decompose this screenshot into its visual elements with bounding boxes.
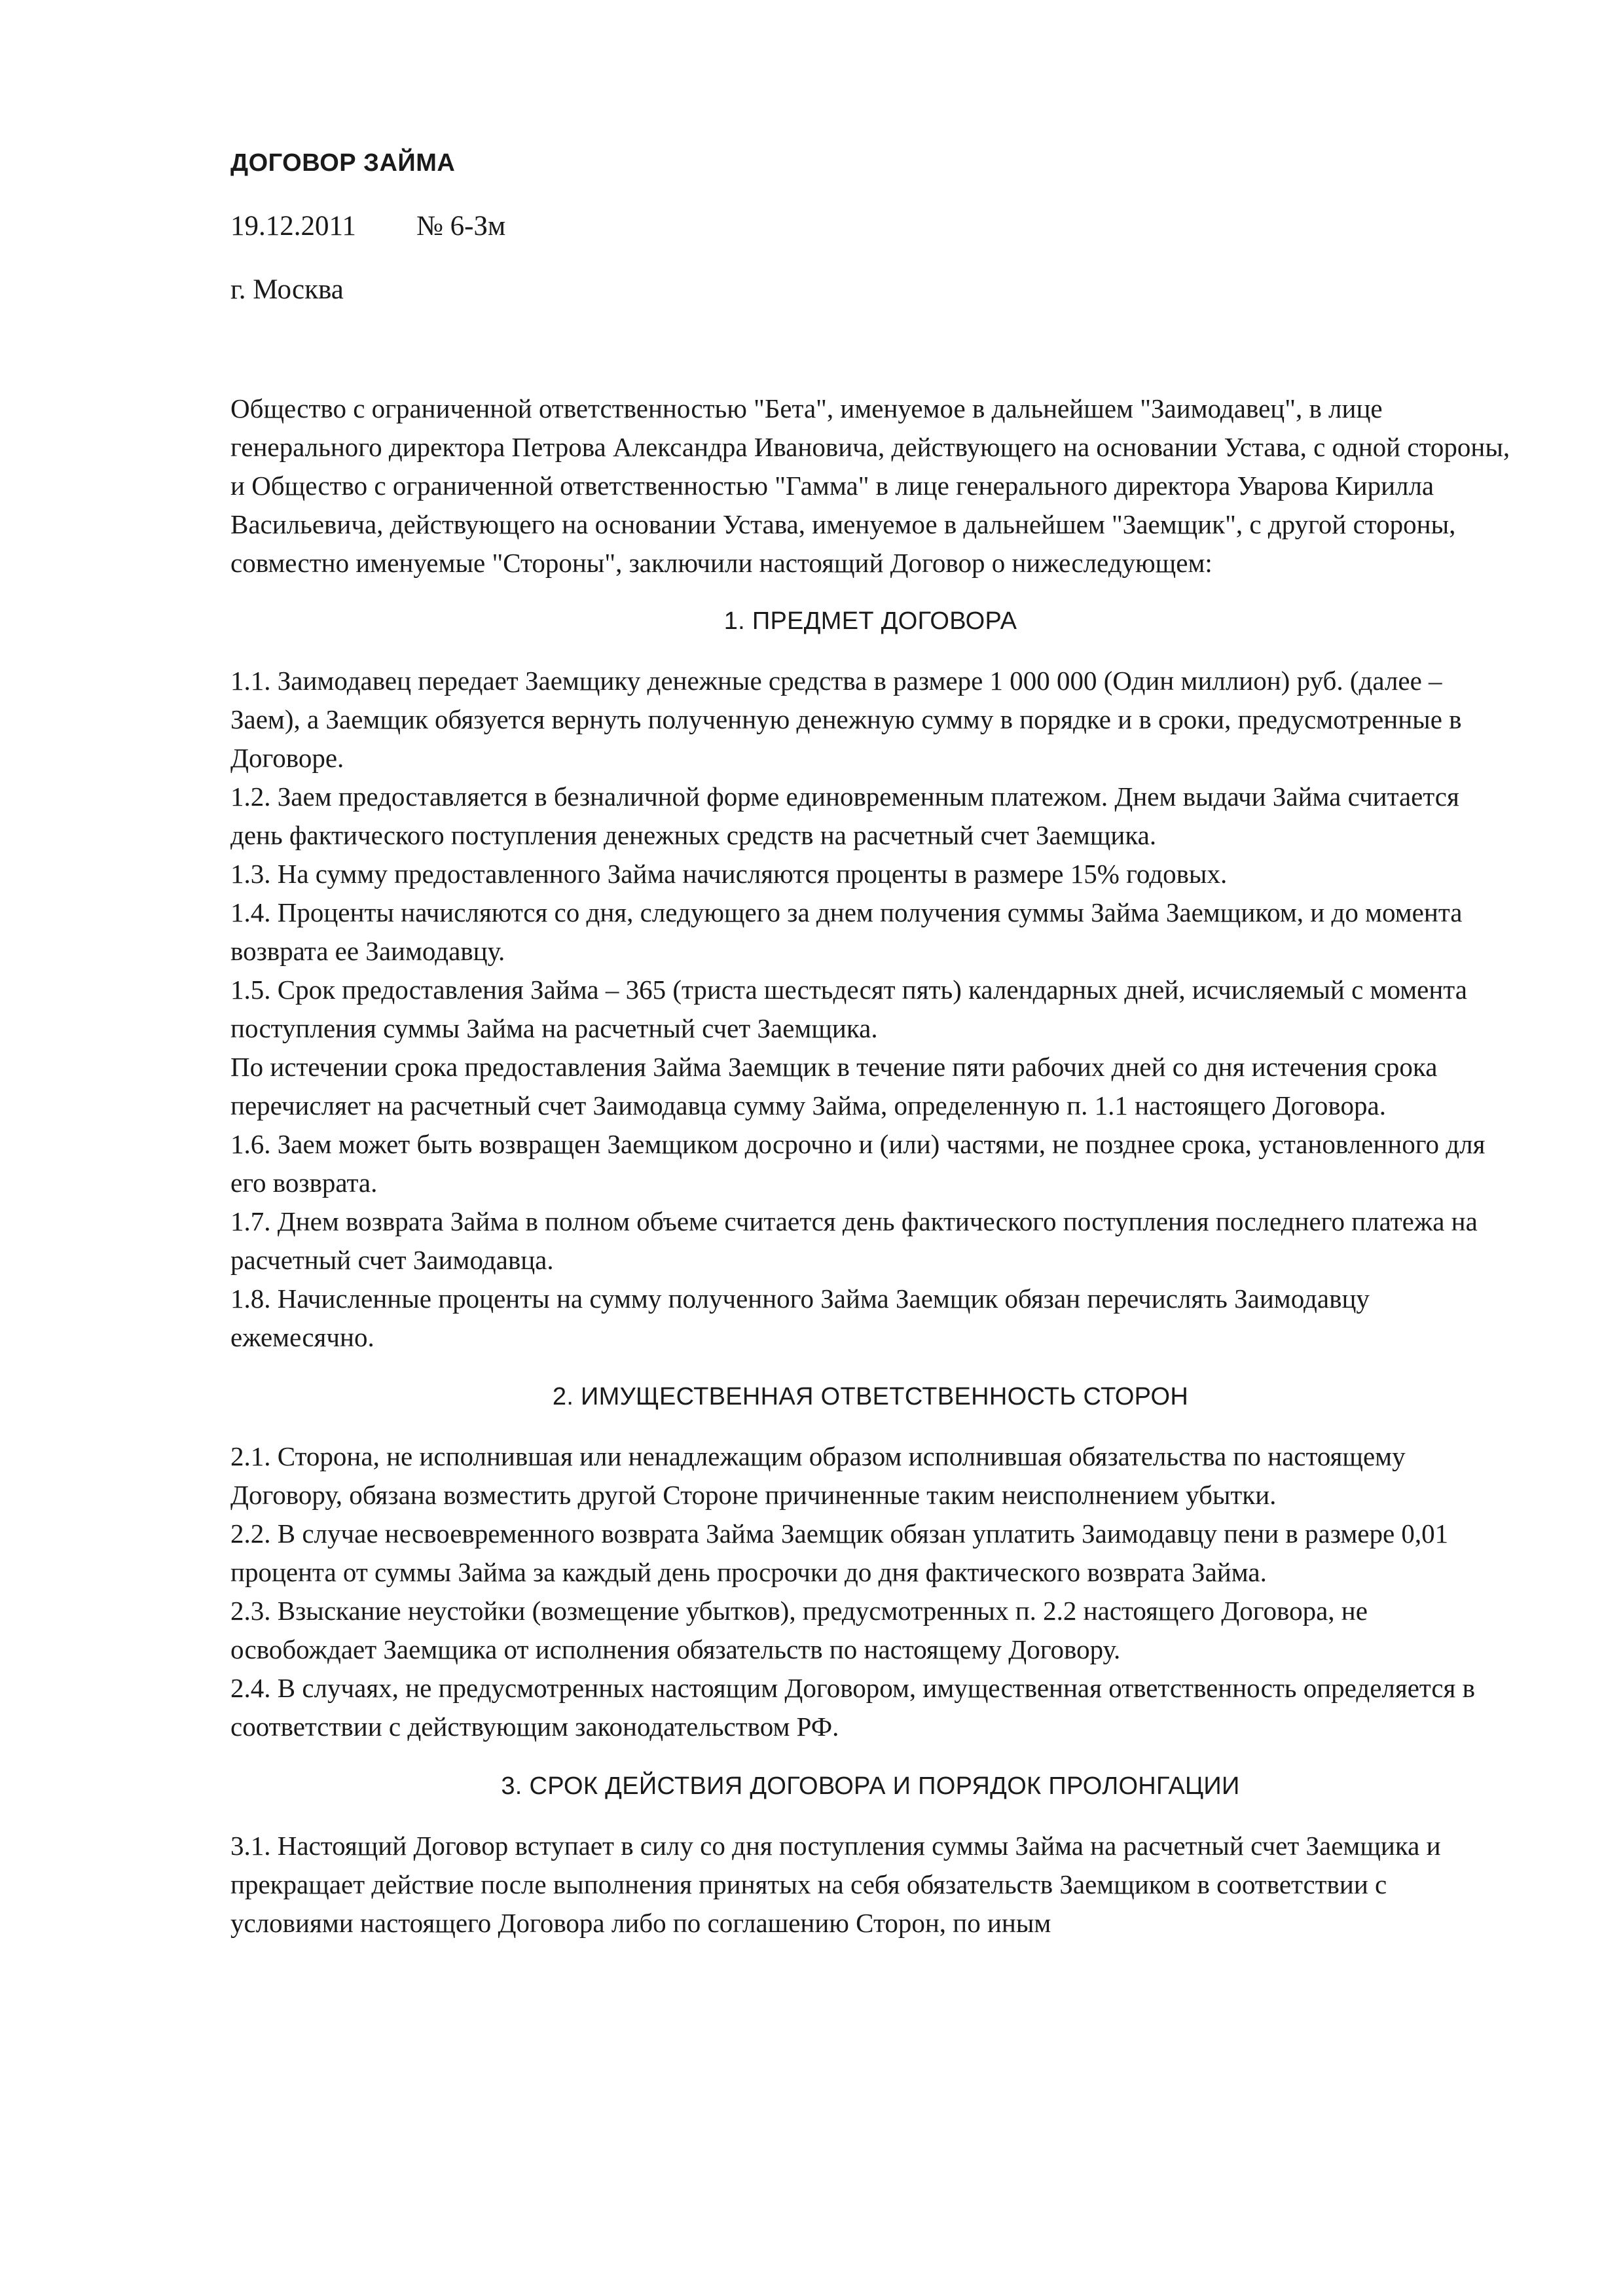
preamble: Общество с ограниченной ответственностью "Бета", именуемое в дальнейшем "Заимодавец", в лице генерального директора Петрова Александра Ивановича, действующего на основании Устава, с одной стороны, и Общество с ограниченной ответственностью "Гамма" в лице генерального директора Уварова Кирилла Васильевича, действующего на основании Устава, именуемое в дальнейшем "Заемщик", с другой стороны, совместно именуемые "Стороны", заключили настоящий Договор о нижеследующем:	[230, 393, 1510, 578]
clause-1-6: 1.6. Заем может быть возвращен Заемщиком досрочно и (или) частями, не позднее срока, установленного для его возврата.	[230, 1129, 1486, 1198]
clause-1-4: 1.4. Проценты начисляются со дня, следующего за днем получения суммы Займа Заемщиком, и до момента возврата ее Заимодавцу.	[230, 897, 1463, 966]
section-heading: 1. ПРЕДМЕТ ДОГОВОРА	[723, 607, 1017, 635]
contract-date: 19.12.2011	[230, 211, 356, 242]
section-3	[230, 1772, 1510, 1943]
clause-1-1: 1.1. Заимодавец передает Заемщику денежные средства в размере 1 000 000 (Один миллион) руб. (далее – Заем), а Заемщик обязуется вернуть полученную денежную сумму в порядке и в сроки, предусмотренные в Договоре.	[230, 666, 1462, 773]
clause-1-8: 1.8. Начисленные проценты на сумму полученного Займа Заемщик обязан перечислять Заимодавцу ежемесячно.	[230, 1283, 1370, 1352]
section-2	[230, 1383, 1510, 1746]
contract-number: № 6-Зм	[416, 211, 506, 242]
clause-2-4: 2.4. В случаях, не предусмотренных настоящим Договором, имущественная ответственность определяется в соответствии с действующим законодательством РФ.	[230, 1673, 1475, 1742]
clause-1-3: 1.3. На сумму предоставленного Займа начисляются проценты в размере 15% годовых.	[230, 859, 1228, 889]
clause-1-7: 1.7. Днем возврата Займа в полном объеме считается день фактического поступления последнего платежа на расчетный счет Заимодавца.	[230, 1206, 1478, 1275]
document-title: ДОГОВОР ЗАЙМА	[230, 149, 456, 177]
clause-1-5: 1.5. Срок предоставления Займа – 365 (триста шестьдесят пять) календарных дней, исчисляемый с момента поступления суммы Займа на расчетный счет Заемщика.	[230, 975, 1467, 1043]
clause-1-5-continued: По истечении срока предоставления Займа Заемщик в течение пяти рабочих дней со дня истечения срока перечисляет на расчетный счет Заимодавца сумму Займа, определенную п. 1.1 настоящего Договора.	[230, 1052, 1438, 1121]
clause-2-1: 2.1. Сторона, не исполнившая или ненадлежащим образом исполнившая обязательства по настоящему Договору, обязана возместить другой Стороне причиненные таким неисполнением убытки.	[230, 1441, 1406, 1510]
section-1	[230, 607, 1510, 1357]
document-page	[230, 149, 1510, 1943]
clause-1-2: 1.2. Заем предоставляется в безналичной форме единовременным платежом. Днем выдачи Займа считается день фактического поступления денежных средств на расчетный счет Заемщика.	[230, 781, 1459, 850]
clause-2-2: 2.2. В случае несвоевременного возврата Займа Заемщик обязан уплатить Заимодавцу пени в размере 0,01 процента от суммы Займа за каждый день просрочки до дня фактического возврата Займа.	[230, 1518, 1449, 1587]
date-number-line	[230, 210, 1510, 242]
clause-2-3: 2.3. Взыскание неустойки (возмещение убытков), предусмотренных п. 2.2 настоящего Договора, не освобождает Заемщика от исполнения обязательств по настоящему Договору.	[230, 1596, 1368, 1664]
section-heading: 3. СРОК ДЕЙСТВИЯ ДОГОВОРА И ПОРЯДОК ПРОЛОНГАЦИИ	[501, 1772, 1240, 1800]
contract-city: г. Москва	[230, 274, 344, 305]
clause-3-1: 3.1. Настоящий Договор вступает в силу со дня поступления суммы Займа на расчетный счет Заемщика и прекращает действие после выполнения принятых на себя обязательств Заемщиком в соответствии с условиями настоящего Договора либо по соглашению Сторон, по иным	[230, 1831, 1441, 1938]
section-heading: 2. ИМУЩЕСТВЕННАЯ ОТВЕТСТВЕННОСТЬ СТОРОН	[552, 1383, 1189, 1410]
